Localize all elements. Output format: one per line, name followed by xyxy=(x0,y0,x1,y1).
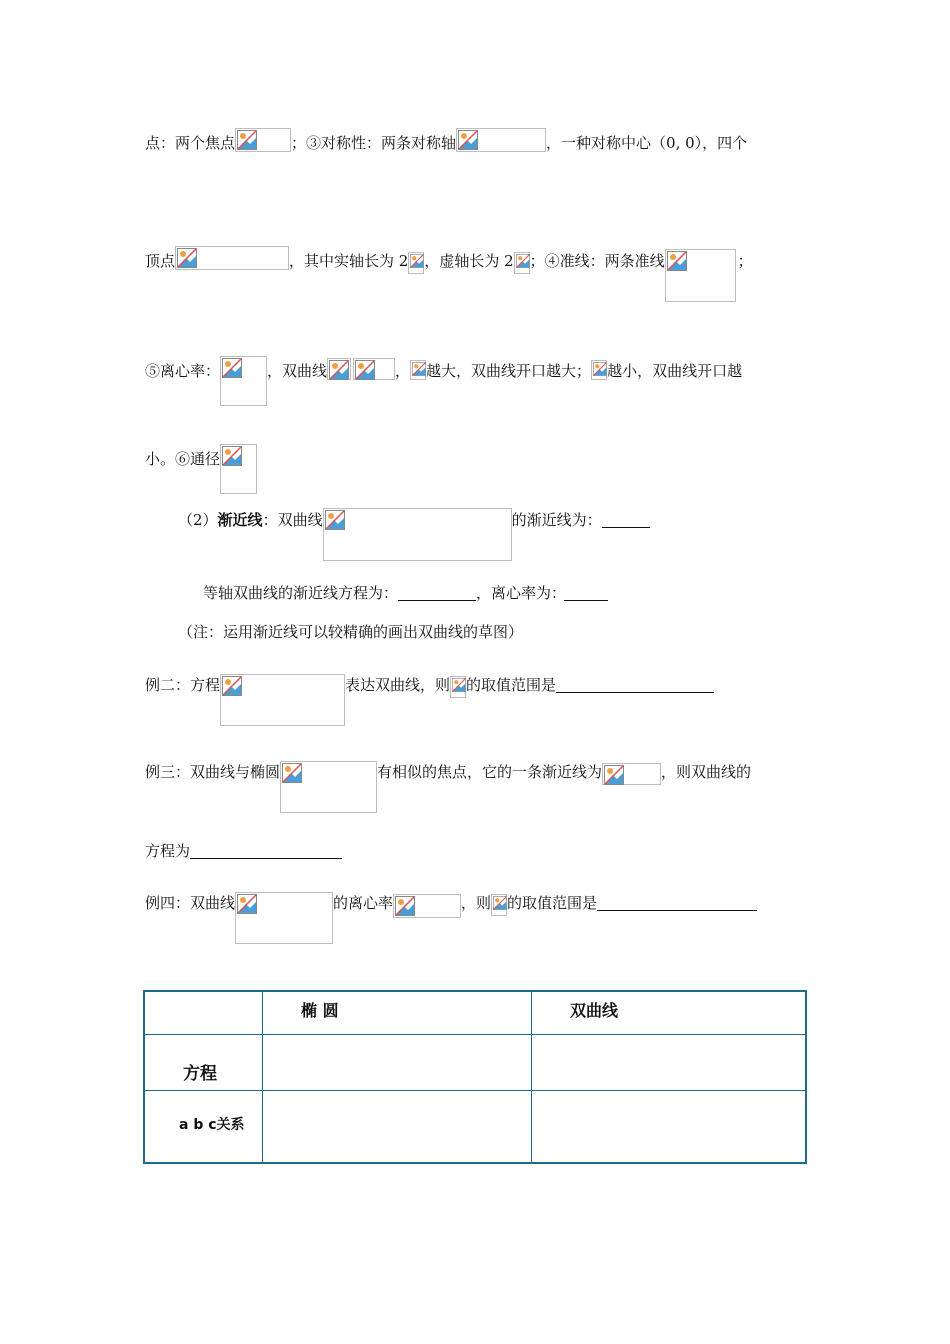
text: 的渐近线为： xyxy=(511,511,602,529)
broken-image-icon xyxy=(237,130,257,150)
broken-image-icon xyxy=(452,678,466,692)
formula-image xyxy=(220,674,345,726)
text: ：双曲线 xyxy=(262,511,323,529)
text: ， xyxy=(395,362,411,380)
text: ，虚轴长为 2 xyxy=(424,252,514,270)
text-line-1 xyxy=(145,128,747,153)
table-cell[interactable] xyxy=(263,1090,532,1163)
text: （2） xyxy=(178,511,218,529)
header-text: 椭 圆 xyxy=(301,1001,339,1020)
formula-image xyxy=(323,508,512,561)
answer-blank[interactable] xyxy=(564,584,608,601)
formula-image xyxy=(220,356,267,406)
broken-image-icon xyxy=(282,763,302,783)
broken-image-icon xyxy=(222,358,242,378)
text: 越小，双曲线开口越 xyxy=(607,362,743,380)
text: （注：运用渐近线可以较精确的画出双曲线的草图） xyxy=(178,623,524,641)
answer-blank[interactable] xyxy=(190,842,342,859)
formula-image xyxy=(410,360,426,380)
text-line-2 xyxy=(145,246,753,302)
formula-image xyxy=(235,892,333,944)
broken-image-icon xyxy=(516,254,530,268)
heading-term: 渐近线 xyxy=(217,511,263,529)
formula-image xyxy=(591,360,607,380)
formula-image xyxy=(450,676,466,698)
formula-image xyxy=(491,894,507,916)
broken-image-icon xyxy=(493,896,507,910)
broken-image-icon xyxy=(355,360,375,380)
broken-image-icon xyxy=(667,251,687,271)
broken-image-icon xyxy=(222,446,242,466)
text: ，则 xyxy=(461,894,492,912)
broken-image-icon xyxy=(177,248,197,268)
text: 越大，双曲线开口越大； xyxy=(426,362,592,380)
table-row xyxy=(144,1034,806,1090)
broken-image-icon xyxy=(222,676,242,696)
formula-image xyxy=(353,358,395,380)
row-label: a b c关系 xyxy=(179,1116,245,1133)
text: 有相似的焦点，它的一条渐近线为 xyxy=(377,763,603,781)
formula-image xyxy=(393,894,461,918)
broken-image-icon xyxy=(395,896,415,916)
broken-image-icon xyxy=(412,362,426,376)
formula-image xyxy=(514,252,530,274)
table-row xyxy=(144,1090,806,1163)
table-cell[interactable] xyxy=(532,1034,807,1090)
text: 方程为 xyxy=(145,842,191,860)
formula-image xyxy=(602,763,661,785)
row-label: 方程 xyxy=(183,1063,217,1084)
table-cell xyxy=(144,991,263,1034)
row-label-abc xyxy=(144,1090,263,1163)
formula-image xyxy=(175,246,289,270)
answer-blank[interactable] xyxy=(556,676,714,693)
comparison-table xyxy=(143,990,807,1164)
text: 点：两个焦点 xyxy=(145,134,236,152)
text: 的取值范围是 xyxy=(507,894,598,912)
text: 例三：双曲线与椭圆 xyxy=(145,763,281,781)
example-3-cont xyxy=(145,841,342,861)
formula-image xyxy=(280,761,377,813)
broken-image-icon xyxy=(325,510,345,530)
text: ⑤离心率： xyxy=(145,362,221,380)
text-line-3 xyxy=(145,356,742,406)
formula-image xyxy=(235,128,291,152)
broken-image-icon xyxy=(458,130,478,150)
table-cell[interactable] xyxy=(532,1090,807,1163)
table-header-ellipse xyxy=(263,991,532,1034)
formula-image xyxy=(456,128,546,152)
text: ，则双曲线的 xyxy=(661,763,752,781)
asymptote-line xyxy=(178,508,650,561)
note-line xyxy=(178,622,523,642)
broken-image-icon xyxy=(237,894,257,914)
table-cell[interactable] xyxy=(263,1034,532,1090)
broken-image-icon xyxy=(410,254,424,268)
text-line-4 xyxy=(145,444,257,494)
text: 的离心率 xyxy=(333,894,394,912)
broken-image-icon xyxy=(593,362,607,376)
example-4 xyxy=(145,892,757,944)
text: 例二：方程 xyxy=(145,676,221,694)
formula-image xyxy=(220,444,257,494)
example-2 xyxy=(145,674,714,726)
equilateral-line xyxy=(203,583,608,603)
table-row xyxy=(144,991,806,1034)
example-3 xyxy=(145,761,751,813)
row-label-equation xyxy=(144,1034,263,1090)
answer-blank[interactable] xyxy=(398,584,476,601)
text: ； xyxy=(737,252,753,270)
text: ；③对称性：两条对称轴 xyxy=(291,134,457,152)
formula-image xyxy=(665,249,736,302)
text: 等轴双曲线的渐近线方程为： xyxy=(203,584,399,602)
formula-image xyxy=(408,252,424,274)
header-text: 双曲线 xyxy=(570,1001,619,1020)
formula-image xyxy=(327,358,351,380)
answer-blank[interactable] xyxy=(597,894,757,911)
answer-blank[interactable] xyxy=(602,511,650,528)
text: ；④准线：两条准线 xyxy=(529,252,665,270)
text: ，离心率为： xyxy=(476,584,567,602)
text: ，其中实轴长为 2 xyxy=(289,252,409,270)
text: ，双曲线 xyxy=(267,362,328,380)
table-header-hyperbola xyxy=(532,991,807,1034)
text: 顶点 xyxy=(145,252,176,270)
broken-image-icon xyxy=(329,360,349,380)
text: 小。⑥通径 xyxy=(145,450,221,468)
text: 例四：双曲线 xyxy=(145,894,236,912)
text: ，一种对称中心（0, 0），四个 xyxy=(546,134,748,152)
text: 的取值范围是 xyxy=(466,676,557,694)
broken-image-icon xyxy=(604,765,624,785)
text: 表达双曲线，则 xyxy=(345,676,451,694)
